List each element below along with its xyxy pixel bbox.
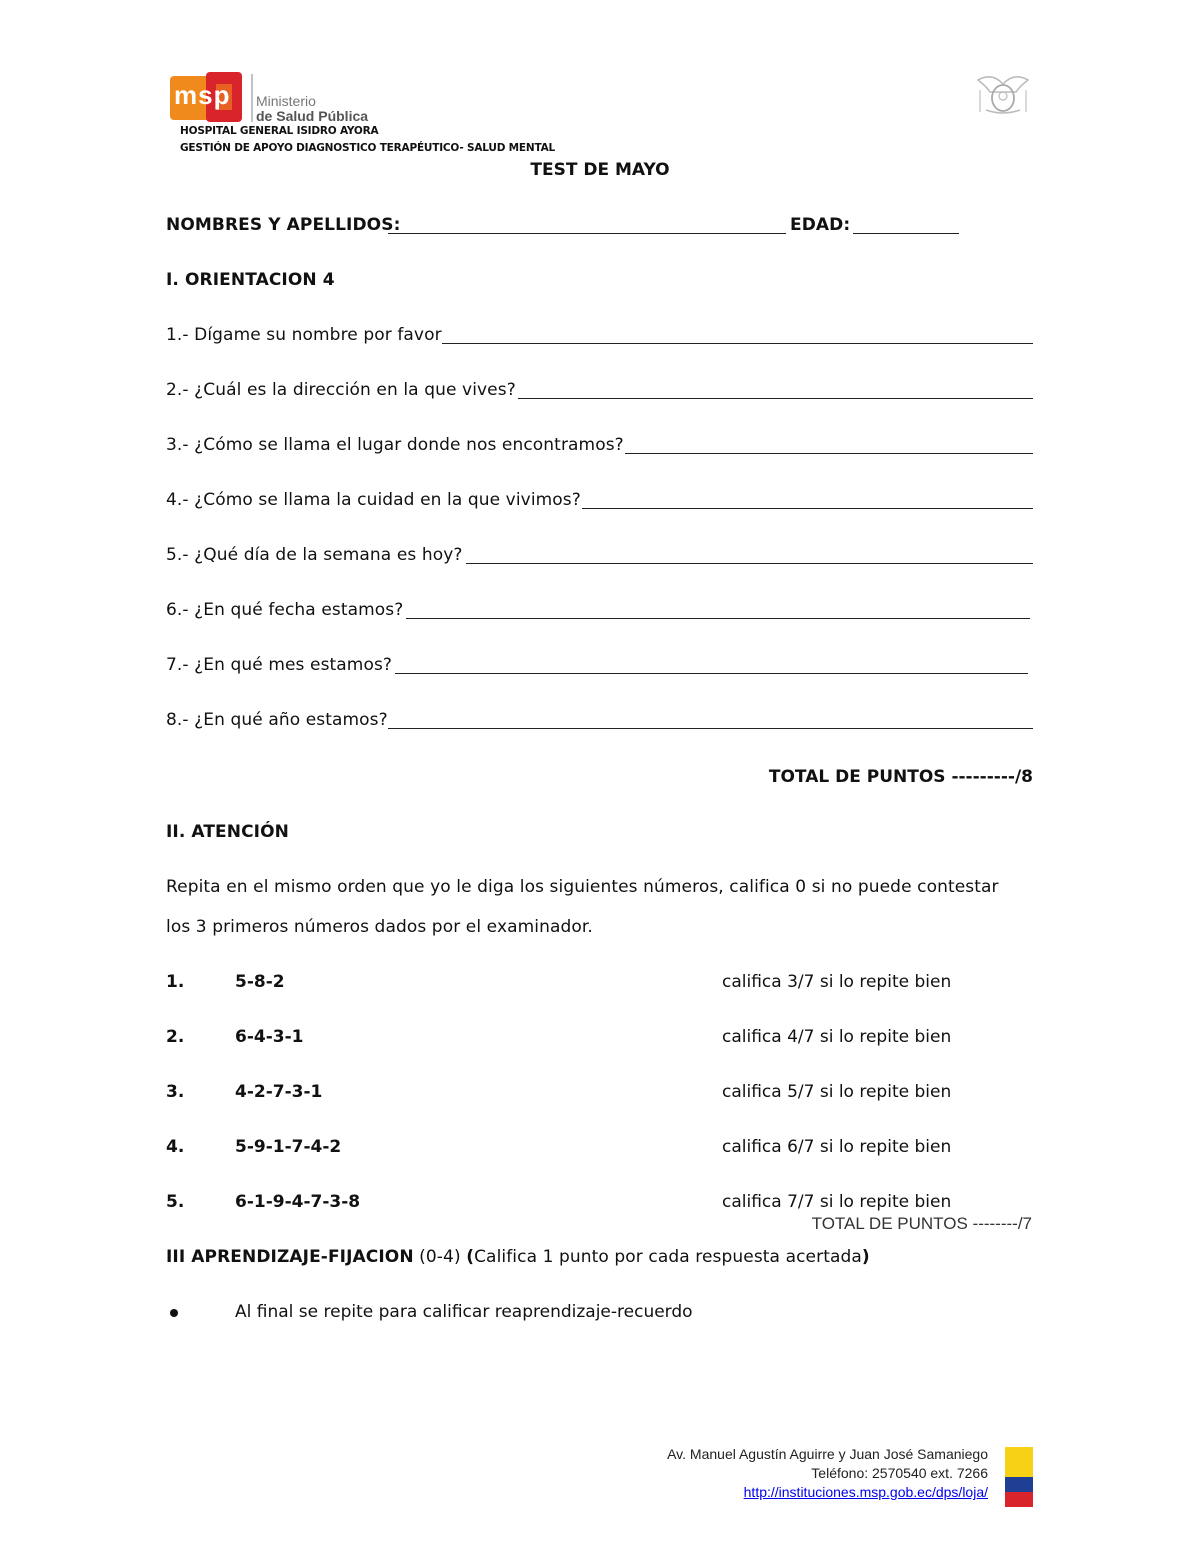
ministry-line1: Ministerio — [256, 93, 316, 109]
ecuador-coat-of-arms-icon — [972, 70, 1034, 116]
answer-field-7[interactable] — [395, 673, 1028, 674]
section3-bullet-text: Al final se repite para calificar reaprendizaje-recuerdo — [235, 1302, 693, 1322]
question-2: 2.- ¿Cuál es la dirección en la que vives? — [166, 380, 516, 400]
question-6: 6.- ¿En qué fecha estamos? — [166, 600, 404, 620]
section2-instruction-1: Repita en el mismo orden que yo le diga los siguientes números, califica 0 si no puede contestar — [166, 877, 999, 897]
age-field[interactable] — [853, 233, 959, 234]
attention-row-seq-1: 5-8-2 — [235, 972, 285, 992]
department-name: GESTIÓN DE APOYO DIAGNOSTICO TERAPÉUTICO- SALUD MENTAL — [180, 142, 556, 154]
section3-paren-open: ( — [466, 1247, 475, 1267]
section3-heading-range: (0-4) — [413, 1247, 467, 1267]
attention-row-num-4: 4. — [166, 1137, 185, 1157]
age-label: EDAD: — [790, 215, 851, 235]
flag-yellow — [1005, 1447, 1033, 1477]
section3-paren-close: ) — [861, 1247, 870, 1267]
name-field[interactable] — [388, 233, 786, 234]
attention-row-score-4: califica 6/7 si lo repite bien — [722, 1137, 952, 1157]
question-7: 7.- ¿En qué mes estamos? — [166, 655, 393, 675]
page-title: TEST DE MAYO — [530, 160, 670, 180]
section3-heading-title: III APRENDIZAJE-FIJACION — [166, 1247, 414, 1267]
attention-row-score-1: califica 3/7 si lo repite bien — [722, 972, 952, 992]
section3-heading-note: Califica 1 punto por cada respuesta acertada — [474, 1247, 862, 1267]
bullet-icon — [170, 1309, 178, 1317]
flag-red — [1005, 1492, 1033, 1507]
answer-field-8[interactable] — [388, 728, 1033, 729]
hospital-name: HOSPITAL GENERAL ISIDRO AYORA — [180, 125, 379, 137]
attention-row-seq-2: 6-4-3-1 — [235, 1027, 304, 1047]
answer-field-4[interactable] — [582, 508, 1033, 509]
ecuador-flag-icon — [1005, 1447, 1033, 1507]
answer-field-5[interactable] — [466, 563, 1033, 564]
answer-field-2[interactable] — [518, 398, 1033, 399]
attention-row-seq-5: 6-1-9-4-7-3-8 — [235, 1192, 361, 1212]
flag-blue — [1005, 1477, 1033, 1492]
section3-heading — [166, 1247, 870, 1267]
attention-row-score-5: califica 7/7 si lo repite bien — [722, 1192, 952, 1212]
attention-row-num-1: 1. — [166, 972, 185, 992]
attention-row-score-2: califica 4/7 si lo repite bien — [722, 1027, 952, 1047]
name-label: NOMBRES Y APELLIDOS: — [166, 215, 401, 235]
answer-field-6[interactable] — [406, 618, 1030, 619]
question-3: 3.- ¿Cómo se llama el lugar donde nos encontramos? — [166, 435, 624, 455]
question-5: 5.- ¿Qué día de la semana es hoy? — [166, 545, 463, 565]
attention-row-score-3: califica 5/7 si lo repite bien — [722, 1082, 952, 1102]
footer-address: Av. Manuel Agustín Aguirre y Juan José Samaniego — [667, 1446, 988, 1462]
answer-field-1[interactable] — [442, 343, 1033, 344]
question-1: 1.- Dígame su nombre por favor — [166, 325, 442, 345]
section1-heading: I. ORIENTACION 4 — [166, 270, 335, 290]
section2-heading: II. ATENCIÓN — [166, 822, 289, 842]
attention-row-num-3: 3. — [166, 1082, 185, 1102]
section2-total: TOTAL DE PUNTOS --------/7 — [811, 1214, 1032, 1233]
question-8: 8.- ¿En qué año estamos? — [166, 710, 388, 730]
footer-url-link[interactable]: http://instituciones.msp.gob.ec/dps/loja/ — [743, 1484, 988, 1500]
ministry-line2: de Salud Pública — [256, 108, 369, 124]
answer-field-3[interactable] — [625, 453, 1033, 454]
section2-instruction-2: los 3 primeros números dados por el examinador. — [166, 917, 593, 937]
attention-row-seq-3: 4-2-7-3-1 — [235, 1082, 323, 1102]
attention-row-num-2: 2. — [166, 1027, 185, 1047]
question-4: 4.- ¿Cómo se llama la cuidad en la que vivimos? — [166, 490, 581, 510]
section1-total: TOTAL DE PUNTOS ---------/8 — [768, 767, 1033, 787]
logo-text: msp — [174, 80, 231, 110]
attention-row-seq-4: 5-9-1-7-4-2 — [235, 1137, 342, 1157]
footer-phone: Teléfono: 2570540 ext. 7266 — [811, 1465, 988, 1481]
attention-row-num-5: 5. — [166, 1192, 185, 1212]
